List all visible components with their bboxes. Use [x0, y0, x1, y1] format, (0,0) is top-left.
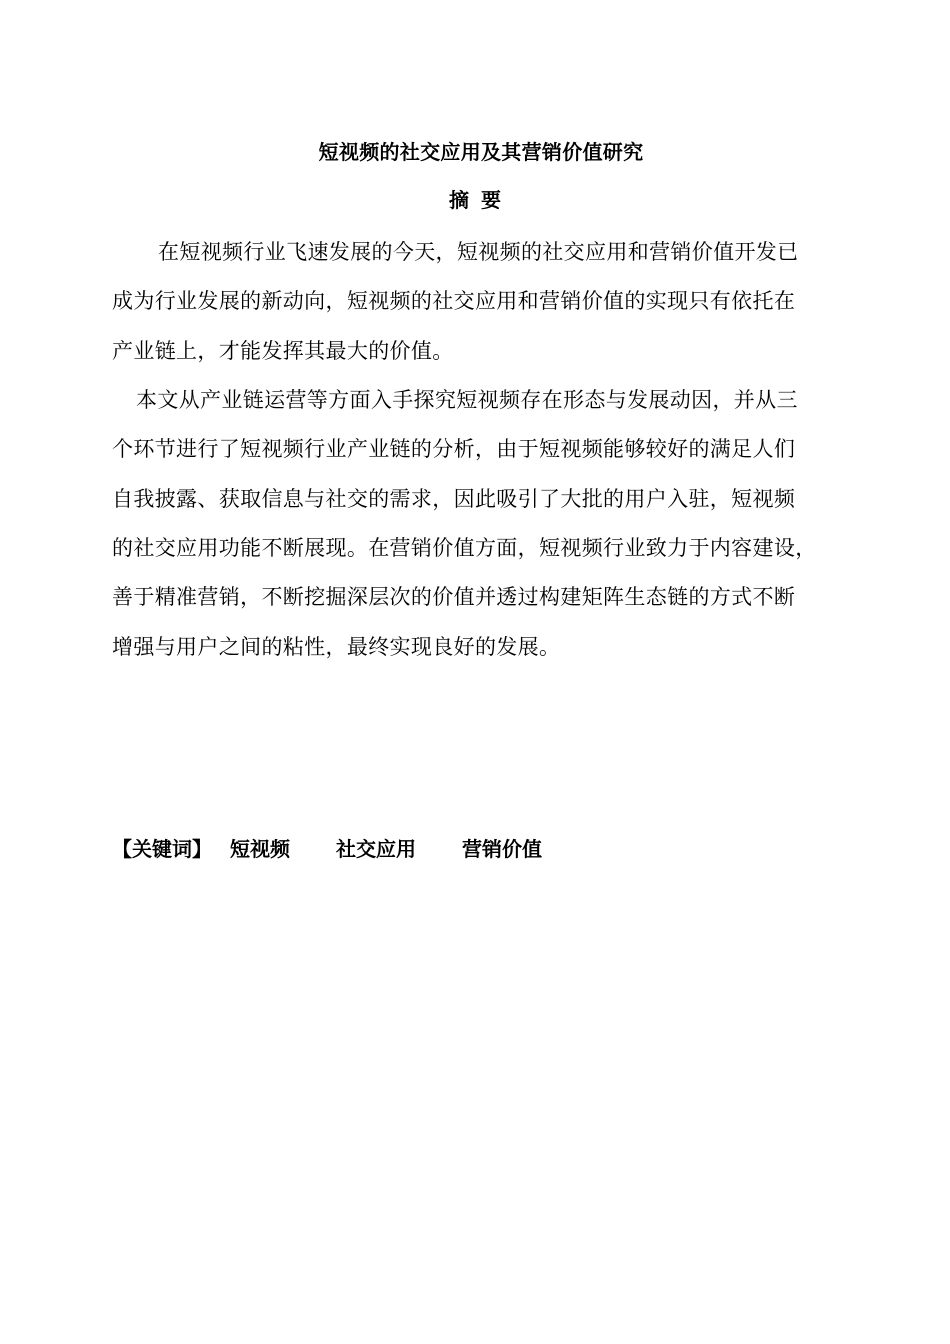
keyword: 营销价值 — [462, 837, 542, 861]
keyword: 社交应用 — [336, 837, 416, 861]
paper-title: 短视频的社交应用及其营销价值研究 — [318, 140, 644, 164]
abstract-line: 本文从产业链运营等方面入手探究短视频存在形态与发展动因，并从三 — [136, 388, 798, 412]
keyword: 短视频 — [230, 837, 290, 861]
abstract-line: 增强与用户之间的粘性，最终实现良好的发展。 — [112, 635, 561, 659]
abstract-line: 个环节进行了短视频行业产业链的分析，由于短视频能够较好的满足人们 — [112, 437, 796, 461]
abstract-line: 自我披露、获取信息与社交的需求，因此吸引了大批的用户入驻，短视频 — [112, 487, 796, 511]
keywords-label: 【关键词】 — [112, 837, 212, 861]
keywords-line — [112, 834, 588, 864]
abstract-heading: 摘要 — [449, 188, 513, 212]
abstract-line: 成为行业发展的新动向，短视频的社交应用和营销价值的实现只有依托在 — [112, 289, 796, 313]
abstract-line: 的社交应用功能不断展现。在营销价值方面，短视频行业致力于内容建设， — [112, 536, 817, 560]
abstract-line: 在短视频行业飞速发展的今天，短视频的社交应用和营销价值开发已 — [158, 240, 799, 264]
abstract-line: 善于精准营销，不断挖掘深层次的价值并透过构建矩阵生态链的方式不断 — [112, 585, 796, 609]
abstract-line: 产业链上，才能发挥其最大的价值。 — [112, 339, 454, 363]
